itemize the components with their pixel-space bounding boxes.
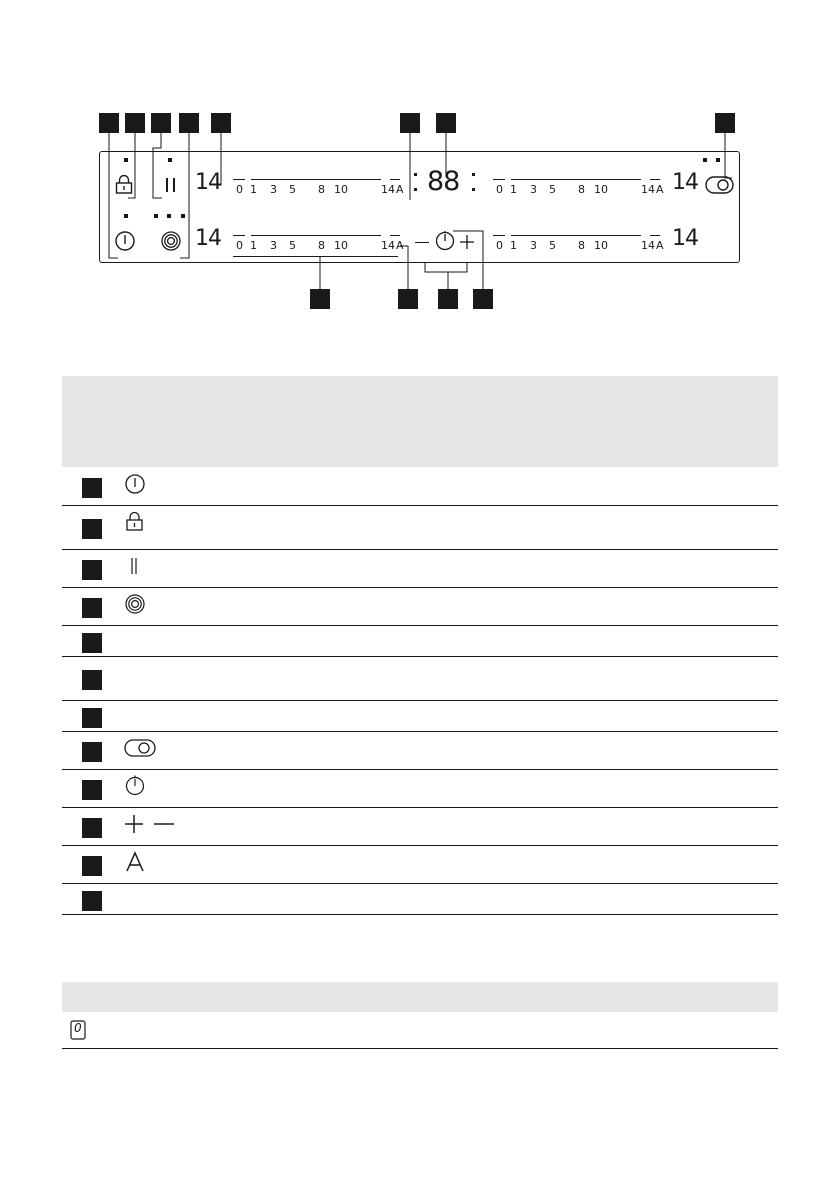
table-divider xyxy=(62,656,778,657)
row-number-marker xyxy=(82,818,102,838)
lock-icon xyxy=(124,511,146,537)
scale-underline xyxy=(233,256,398,257)
row-number-marker xyxy=(82,670,102,690)
indicator-light xyxy=(168,158,172,162)
indicator-light xyxy=(181,214,185,218)
scale-label[interactable]: 5 xyxy=(549,183,556,196)
colon-dot xyxy=(472,173,475,176)
table-divider xyxy=(62,769,778,770)
scale-label[interactable]: 14 xyxy=(641,183,655,196)
row-number-marker xyxy=(82,856,102,876)
timer-icon[interactable] xyxy=(434,230,456,252)
scale-label[interactable]: 10 xyxy=(334,239,348,252)
scale-line xyxy=(650,235,660,236)
scale-label[interactable]: 10 xyxy=(334,183,348,196)
indicator-light xyxy=(124,214,128,218)
scale-label[interactable]: 5 xyxy=(289,183,296,196)
table-divider xyxy=(62,845,778,846)
power-icon xyxy=(124,473,146,499)
row-number-marker xyxy=(82,633,102,653)
scale-label[interactable]: 3 xyxy=(270,239,277,252)
hob2hood-icon[interactable] xyxy=(705,175,735,195)
table-header xyxy=(62,982,778,1012)
power-level-display: 14 xyxy=(672,170,698,195)
lock-icon[interactable] xyxy=(114,175,134,195)
power-level-display: 14 xyxy=(195,170,221,195)
pause-icon[interactable] xyxy=(163,175,179,195)
row-number-marker xyxy=(82,891,102,911)
table-divider xyxy=(62,549,778,550)
scale-label[interactable]: 1 xyxy=(250,183,257,196)
indicator-light xyxy=(703,158,707,162)
row-number-marker xyxy=(82,780,102,800)
colon-dot xyxy=(472,188,475,191)
scale-label[interactable]: 0 xyxy=(236,239,243,252)
scale-line xyxy=(233,179,245,180)
scale-label[interactable]: 0 xyxy=(496,239,503,252)
scale-label[interactable]: 8 xyxy=(578,239,585,252)
row-number-marker xyxy=(82,708,102,728)
colon-dot xyxy=(414,188,417,191)
scale-line xyxy=(390,235,400,236)
hob2hood-icon xyxy=(124,737,158,763)
scale-label[interactable]: 1 xyxy=(510,239,517,252)
scale-line xyxy=(493,235,505,236)
scale-label[interactable]: 3 xyxy=(530,183,537,196)
scale-label[interactable]: 3 xyxy=(530,239,537,252)
power-level-display: 14 xyxy=(672,226,698,251)
table-divider xyxy=(62,587,778,588)
pause-icon xyxy=(124,555,146,581)
scale-line xyxy=(390,179,400,180)
scale-label[interactable]: A xyxy=(656,239,664,252)
scale-label[interactable]: A xyxy=(396,183,404,196)
scale-label[interactable]: 3 xyxy=(270,183,277,196)
scale-label[interactable]: 8 xyxy=(318,183,325,196)
table-divider xyxy=(62,731,778,732)
scale-label[interactable]: 10 xyxy=(594,239,608,252)
scale-line xyxy=(511,235,641,236)
indicator-light xyxy=(154,214,158,218)
table-divider xyxy=(62,625,778,626)
bridge-icon[interactable] xyxy=(160,230,182,252)
scale-label[interactable]: 5 xyxy=(289,239,296,252)
table-divider xyxy=(62,700,778,701)
row-number-marker xyxy=(82,560,102,580)
timer-icon xyxy=(124,775,146,801)
table-divider xyxy=(62,883,778,884)
indicator-light xyxy=(167,214,171,218)
scale-label[interactable]: 8 xyxy=(578,183,585,196)
scale-line xyxy=(511,179,641,180)
scale-label[interactable]: 14 xyxy=(641,239,655,252)
plus-minus-icon xyxy=(124,813,178,839)
row-number-marker xyxy=(82,478,102,498)
plus-icon[interactable] xyxy=(459,234,475,250)
table-divider xyxy=(62,1048,778,1049)
scale-label[interactable]: 14 xyxy=(381,239,395,252)
scale-line xyxy=(493,179,505,180)
colon-dot xyxy=(414,173,417,176)
scale-label[interactable]: A xyxy=(396,239,404,252)
table-divider xyxy=(62,807,778,808)
scale-label[interactable]: 1 xyxy=(510,183,517,196)
scale-label[interactable]: 0 xyxy=(496,183,503,196)
row-number-marker xyxy=(82,519,102,539)
minus-icon[interactable] xyxy=(415,242,429,243)
indicator-light xyxy=(716,158,720,162)
scale-label[interactable]: 1 xyxy=(250,239,257,252)
scale-line xyxy=(251,235,381,236)
power-icon[interactable] xyxy=(114,230,136,252)
table-divider xyxy=(62,505,778,506)
scale-label[interactable]: A xyxy=(656,183,664,196)
table-divider xyxy=(62,914,778,915)
row-number-marker xyxy=(82,598,102,618)
indicator-light xyxy=(124,158,128,162)
bridge-icon xyxy=(124,593,146,619)
display-symbol: 0 xyxy=(74,1021,82,1035)
row-number-marker xyxy=(82,742,102,762)
timer-display: 88 xyxy=(427,166,460,197)
scale-line xyxy=(251,179,381,180)
scale-line xyxy=(233,235,245,236)
scale-label[interactable]: 5 xyxy=(549,239,556,252)
scale-label[interactable]: 14 xyxy=(381,183,395,196)
auto-icon xyxy=(124,851,146,877)
scale-label[interactable]: 10 xyxy=(594,183,608,196)
scale-label[interactable]: 0 xyxy=(236,183,243,196)
power-level-display: 14 xyxy=(195,226,221,251)
scale-line xyxy=(650,179,660,180)
scale-label[interactable]: 8 xyxy=(318,239,325,252)
table-header xyxy=(62,376,778,467)
